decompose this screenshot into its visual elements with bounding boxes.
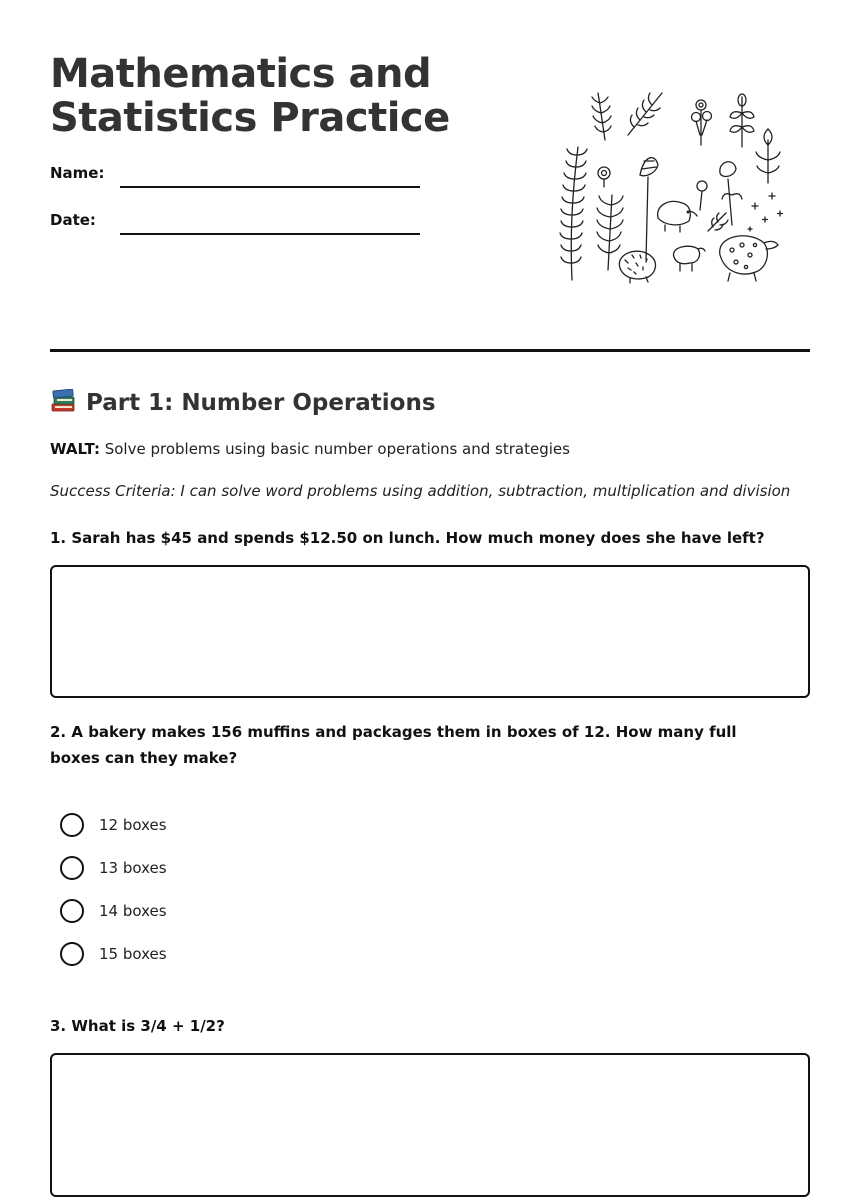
radio-button[interactable]: [60, 899, 84, 923]
date-label: Date:: [50, 211, 96, 229]
books-icon: [50, 389, 76, 413]
walt-text: Solve problems using basic number operations and strategies: [99, 440, 570, 458]
option-label: 13 boxes: [99, 859, 167, 877]
title-line-1: Mathematics and: [50, 51, 432, 97]
section-divider: [50, 349, 810, 352]
radio-button[interactable]: [60, 856, 84, 880]
section-heading: [50, 388, 436, 418]
option-label: 12 boxes: [99, 816, 167, 834]
option-label: 15 boxes: [99, 945, 167, 963]
section-title: Part 1: Number Operations: [86, 390, 436, 416]
question-1-answer-box[interactable]: [50, 565, 810, 698]
question-2-option[interactable]: [60, 898, 167, 924]
name-row: [50, 164, 420, 188]
walt-label: WALT:: [50, 440, 100, 458]
question-1: 1. Sarah has $45 and spends $12.50 on lunch. How much money does she have left?: [50, 529, 765, 547]
date-field[interactable]: [120, 233, 420, 235]
radio-button[interactable]: [60, 942, 84, 966]
title-line-2: Statistics Practice: [50, 95, 450, 141]
worksheet-title: [50, 52, 450, 140]
question-3-answer-box[interactable]: [50, 1053, 810, 1197]
success-criteria: Success Criteria: I can solve word problems using addition, subtraction, multiplication and division: [50, 482, 791, 500]
name-field[interactable]: [120, 186, 420, 188]
botanical-illustration: [550, 85, 790, 290]
question-2-option[interactable]: [60, 812, 167, 838]
question-2-option[interactable]: [60, 855, 167, 881]
question-2: 2. A bakery makes 156 muffins and packages them in boxes of 12. How many full boxes can they make?: [50, 723, 737, 767]
walt-statement: [50, 440, 570, 458]
name-label: Name:: [50, 164, 105, 182]
option-label: 14 boxes: [99, 902, 167, 920]
radio-button[interactable]: [60, 813, 84, 837]
date-row: [50, 211, 420, 235]
question-3: 3. What is 3/4 + 1/2?: [50, 1017, 225, 1035]
question-2-option[interactable]: [60, 941, 167, 967]
